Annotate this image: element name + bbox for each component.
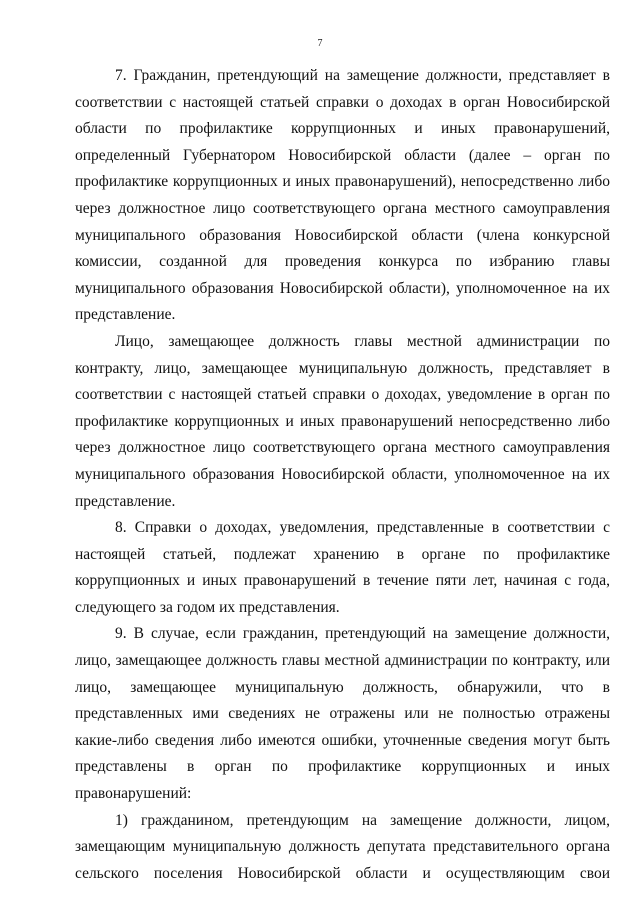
paragraph-7-continued: Лицо, замещающее должность главы местной администрации по контракту, лицо, замещающее муниципальную должность, представляет в соответствии с настоящей статьей справки о доходах, уведомление в орган по профилактике коррупционных и иных правонарушений непосредственно либо через должностное лицо соответствующего органа местного самоуправления муниципального образования Новосибирской области, уполномоченное на их представление. xyxy=(75,332,610,510)
document-body xyxy=(75,63,610,887)
paragraph-7: 7. Гражданин, претендующий на замещение должности, представляет в соответствии с настоящей статьей справки о доходах в орган Новосибирской области по профилактике коррупционных и иных правонарушений, определенный Губернатором Новосибирской области (далее – орган по профилактике коррупционных и иных правонарушений), непосредственно либо через должностное лицо соответствующего органа местного самоуправления муниципального образования Новосибирской области (члена конкурсной комиссии, созданной для проведения конкурса по избранию главы муниципального образования Новосибирской области), уполномоченное на их представление. xyxy=(75,67,610,324)
paragraph-9: 9. В случае, если гражданин, претендующий на замещение должности, лицо, замещающее должность главы местной администрации по контракту, или лицо, замещающее муниципальную должность, обнаружили, что в представленных ими сведениях не отражены или не полностью отражены какие-либо сведения либо имеются ошибки, уточненные сведения могут быть представлены в орган по профилактике коррупционных и иных правонарушений: xyxy=(75,625,610,803)
paragraph-9-item-1: 1) гражданином, претендующим на замещение должности, лицом, замещающим муниципальную должность депутата представительного органа сельского поселения Новосибирской области и осуществляющим свои xyxy=(75,811,610,882)
page-number: 7 xyxy=(317,38,323,49)
paragraph-8: 8. Справки о доходах, уведомления, представленные в соответствии с настоящей статьей, подлежат хранению в органе по профилактике коррупционных и иных правонарушений в течение пяти лет, начиная с года, следующего за годом их представления. xyxy=(75,519,610,616)
